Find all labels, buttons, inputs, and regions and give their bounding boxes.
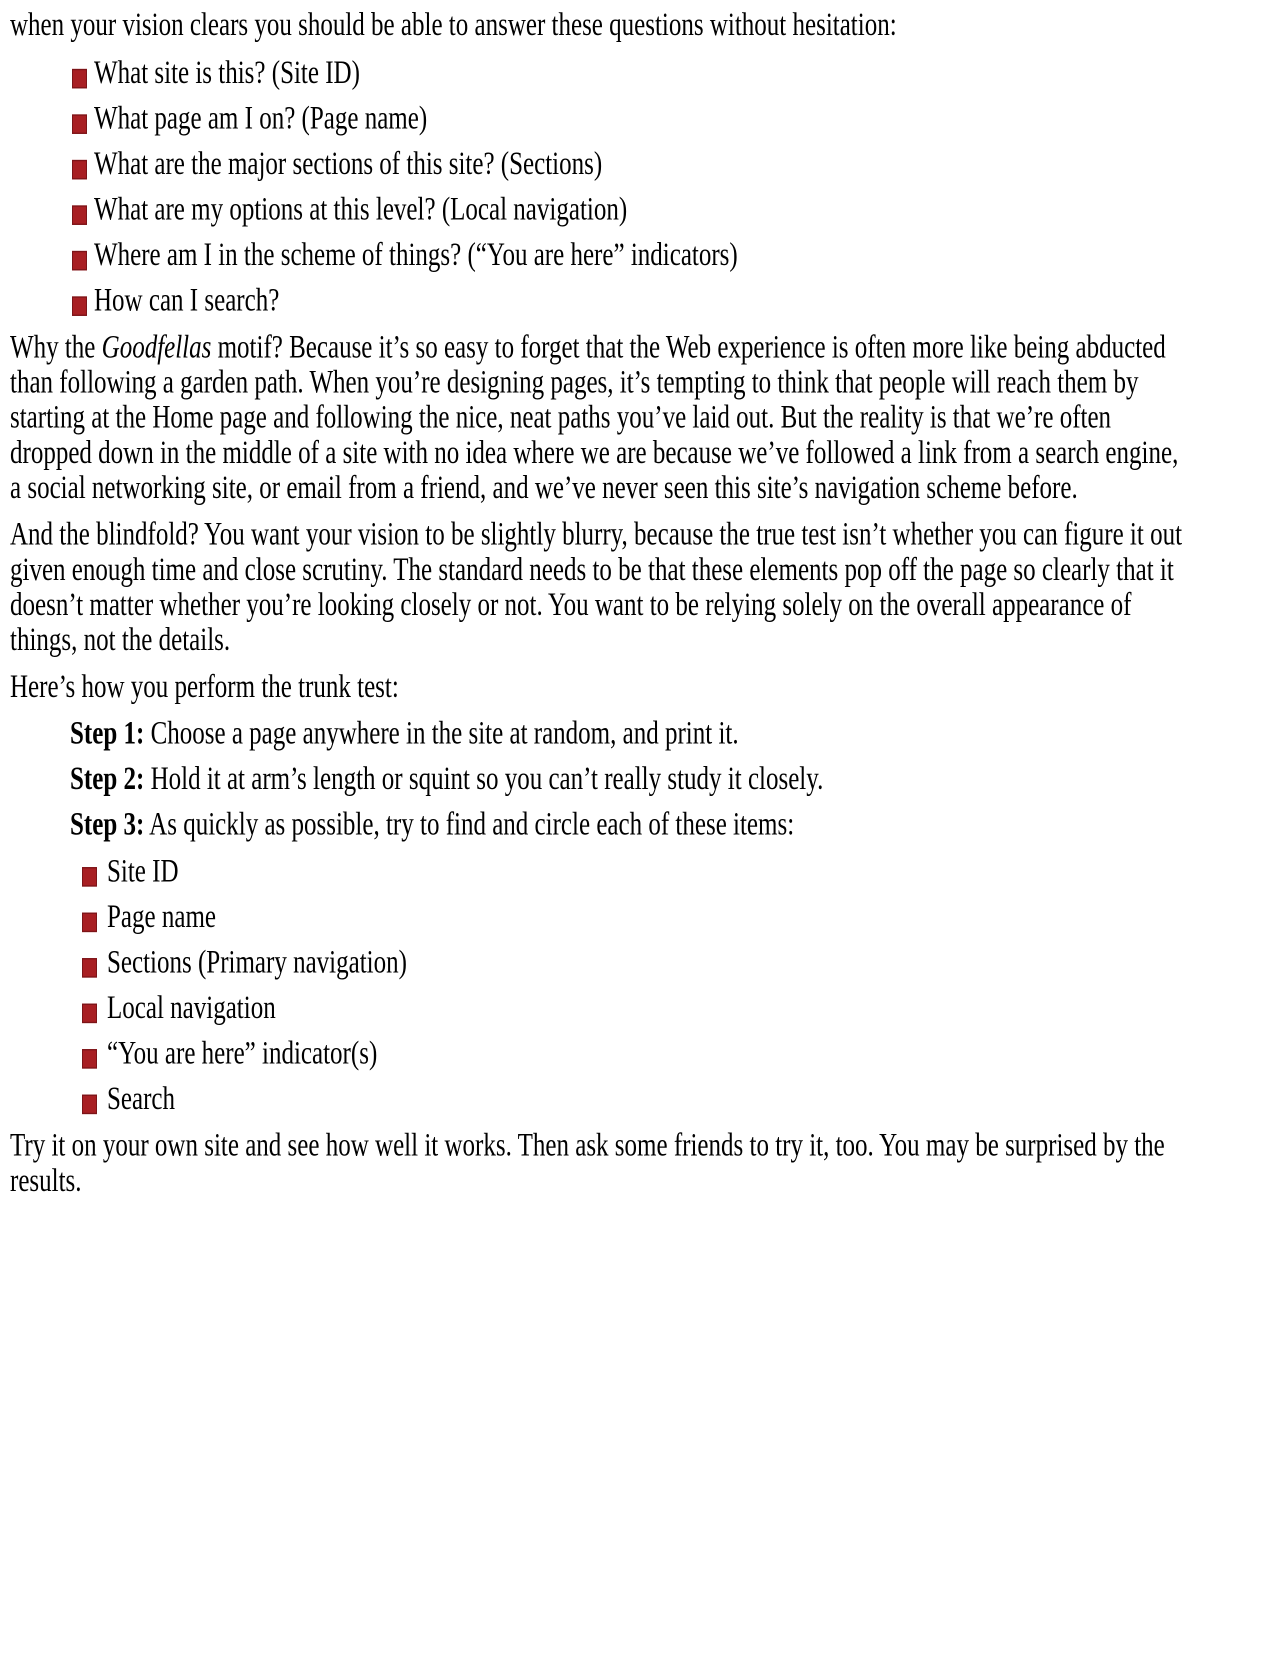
trunk-test-steps xyxy=(10,716,1190,842)
step-item xyxy=(70,762,1190,797)
question-text: How can I search? xyxy=(94,283,280,319)
list-item xyxy=(82,1082,1190,1117)
bullet-square-icon xyxy=(72,205,87,225)
checklist-item-text: Page name xyxy=(107,899,216,935)
list-item xyxy=(82,945,1190,980)
bullet-square-icon xyxy=(82,1049,97,1069)
bullet-square-icon xyxy=(82,867,97,887)
movie-title-italic: Goodfellas xyxy=(101,330,212,366)
list-item xyxy=(82,854,1190,889)
list-item xyxy=(72,56,1190,91)
bullet-square-icon xyxy=(82,1095,97,1115)
list-item xyxy=(82,991,1190,1026)
bullet-square-icon xyxy=(72,296,87,316)
bullet-square-icon xyxy=(82,958,97,978)
paragraph-text: motif? Because it’s so easy to forget that the Web experience is often more like being abducted than following a garden path. When you’re designing pages, it’s tempting to think that people will reach them by starting at the Home page and following the nice, neat paths you’ve laid out. But the reality is that we’re often dropped down in the middle of a site with no idea where we are because we’ve followed a link from a search engine, a social networking site, or email from a friend, and we’ve never seen this site’s navigation scheme before. xyxy=(10,330,1179,506)
list-item xyxy=(72,238,1190,273)
question-text: What site is this? (Site ID) xyxy=(94,55,360,91)
step-text: Hold it at arm’s length or squint so you can’t really study it closely. xyxy=(144,761,824,797)
list-item xyxy=(72,283,1190,318)
blindfold-paragraph: And the blindfold? You want your vision to be slightly blurry, because the true test isn’t whether you can figure it out given enough time and close scrutiny. The standard needs to be that these elements pop off the page so clearly that it doesn’t matter whether you’re looking closely or not. You want to be relying solely on the overall appearance of things, not the details. xyxy=(10,517,1183,658)
step-item xyxy=(70,807,1190,842)
step-label: Step 1: xyxy=(70,716,145,752)
question-text: What are the major sections of this site? (Sections) xyxy=(94,146,603,182)
list-item xyxy=(72,101,1190,136)
intro-text: when your vision clears you should be able to answer these questions without hesitation: xyxy=(10,7,897,43)
step-text: As quickly as possible, try to find and circle each of these items: xyxy=(144,807,795,843)
checklist-item-text: Local navigation xyxy=(107,990,276,1026)
list-item xyxy=(82,1036,1190,1071)
bullet-square-icon xyxy=(72,69,87,89)
closing-paragraph: Try it on your own site and see how well it works. Then ask some friends to try it, too. You may be surprised by the results. xyxy=(10,1128,1165,1199)
paragraph-text: Why the xyxy=(10,330,102,366)
question-text: What are my options at this level? (Local navigation) xyxy=(94,192,628,228)
bullet-square-icon xyxy=(72,114,87,134)
list-item xyxy=(82,900,1190,935)
step-item xyxy=(70,716,1190,751)
list-item xyxy=(72,192,1190,227)
circle-items-checklist xyxy=(10,854,1190,1117)
checklist-item-text: Site ID xyxy=(107,854,179,890)
step-label: Step 2: xyxy=(70,761,145,797)
question-text: Where am I in the scheme of things? (“You are here” indicators) xyxy=(94,237,738,273)
step-label: Step 3: xyxy=(70,807,145,843)
checklist-item-text: “You are here” indicator(s) xyxy=(107,1036,378,1072)
bullet-square-icon xyxy=(82,913,97,933)
bullet-square-icon xyxy=(72,160,87,180)
step-text: Choose a page anywhere in the site at random, and print it. xyxy=(144,716,739,752)
bullet-square-icon xyxy=(72,251,87,271)
question-list xyxy=(10,56,1190,319)
question-text: What page am I on? (Page name) xyxy=(94,101,428,137)
goodfellas-paragraph xyxy=(10,330,1190,506)
bullet-square-icon xyxy=(82,1004,97,1024)
checklist-item-text: Sections (Primary navigation) xyxy=(107,945,407,981)
list-item xyxy=(72,147,1190,182)
checklist-item-text: Search xyxy=(107,1081,176,1117)
trunk-test-intro: Here’s how you perform the trunk test: xyxy=(10,669,399,705)
